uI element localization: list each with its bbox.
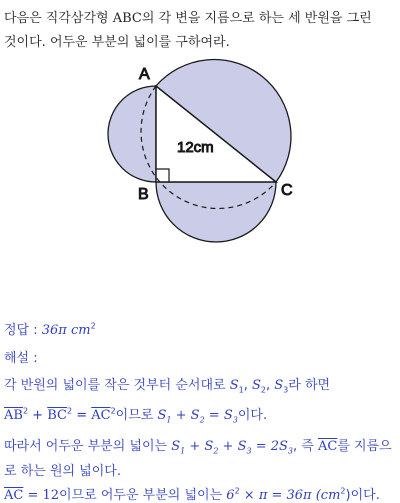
triangle-name: ABC [112,11,142,26]
sol-l3-post: 를 지름으 [337,439,392,454]
s2-symbol: S [252,378,261,393]
answer-value: 36π cm [41,323,91,338]
sol-l5-mid: 이므로 어두운 부분의 넓이는 [59,488,227,503]
ac-length: = 12 [23,488,60,503]
segment-ac-2: $\overline{AC}$ [317,439,338,454]
ac-exponent: 2 [110,406,116,416]
s1-subscript: 1 [238,385,244,395]
sol-l3-pre: 따라서 어두운 부분의 넓이는 [4,439,172,454]
solution-line-3 [4,435,392,454]
segment-ac: $\overline{AC}$ [91,408,111,423]
s2-subscript: 2 [260,385,266,395]
segment-ac-3: $\overline{AC}$ [4,488,24,503]
comma-1: , [243,378,252,393]
solution-heading: 해설 : [4,351,38,366]
total-area-equation: $S_1 + S_2 + S_3 = 2S_3$ [171,439,294,456]
area-equation: $S_1 + S_2 = S_3$ [157,408,238,425]
label-a: A [139,66,150,83]
solution-line-5 [4,484,380,503]
sol-l3-mid: , 즉 [293,439,318,454]
cm-exponent: 2 [340,486,346,496]
sol-l1-pre: 각 반원의 넓이를 작은 것부터 순서대로 [4,378,230,393]
label-length: 12cm [177,139,214,156]
solution-line-2: $\overline{AB}^2 + \overline{BC}^2 = \overline{AC}^2$이므로 $S_1 + S_2 = S_3$이다. [4,406,268,425]
area-expression: × π = 36π (cm [239,488,341,503]
problem-line-2: 것이다. 어두운 부분의 넓이를 구하여라. [4,35,230,50]
semicircle-bc [156,182,276,242]
answer-label: 정답 : [4,323,42,338]
sol-l2-mid: 이므로 [115,408,158,423]
radius-exponent: 2 [234,486,240,496]
semicircle-ab [108,86,156,182]
radius-value: 6 [226,488,235,503]
comma-2: , [266,378,275,393]
s1-symbol: S [229,378,239,393]
segment-ab: $\overline{AB}$ [4,408,23,423]
answer-line [4,319,96,338]
s3-subscript: 3 [283,385,289,395]
solution-line-4: 로 하는 원의 넓이다. [4,464,121,479]
problem-text-pre: 다음은 직각삼각형 [4,11,113,26]
label-c: C [281,182,293,199]
solution-line-1 [4,374,330,393]
label-b: B [138,186,149,203]
sol-l2-post: 이다. [237,408,268,423]
answer-unit-exponent: 2 [90,321,96,331]
problem-text-post: 의 각 변을 지름으로 하는 세 반원을 그린 [141,11,372,26]
ab-exponent: 2 [22,406,29,416]
segment-bc: $\overline{BC}$ [47,408,67,423]
bc-exponent: 2 [66,406,73,416]
sol-l1-post: 라 하면 [288,378,331,393]
sol-l5-close: )이다. [345,488,380,503]
s3-symbol: S [274,378,284,393]
